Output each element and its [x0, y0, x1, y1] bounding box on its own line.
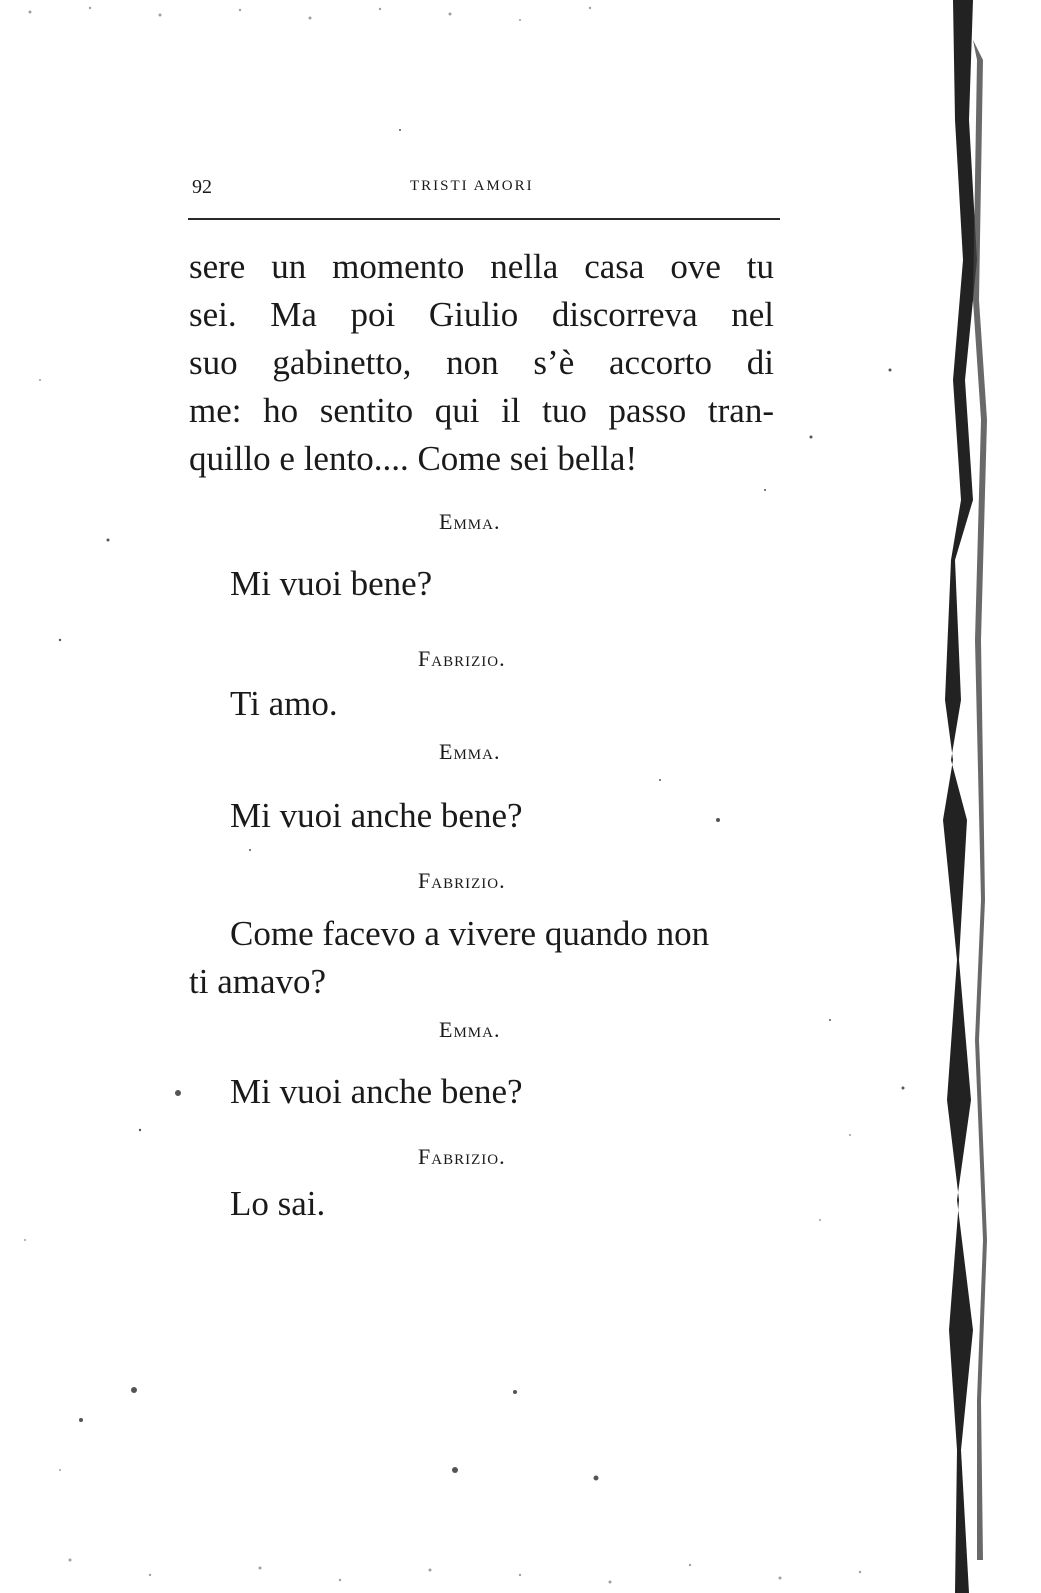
paragraph-line: suo gabinetto, non s’è accorto di [189, 343, 774, 382]
speaker-name: Emma. [439, 739, 501, 764]
paragraph-line: sere un momento nella casa ove tu [189, 247, 774, 286]
speaker-name: Fabrizio. [418, 646, 506, 671]
dialogue-line: Lo sai. [230, 1184, 326, 1223]
binding-edge [943, 0, 989, 1593]
dialogue-line: Come facevo a vivere quando non [230, 914, 710, 953]
dialogue-line: Ti amo. [230, 684, 338, 723]
paragraph-line: sei. Ma poi Giulio discorreva nel [189, 295, 774, 334]
paragraph-line: me: ho sentito qui il tuo passo tran- [189, 391, 774, 430]
speaker-name: Emma. [439, 509, 501, 534]
speaker-name: Emma. [439, 1017, 501, 1042]
speaker-name: Fabrizio. [418, 868, 506, 893]
dialogue-line: Mi vuoi anche bene? [230, 1072, 523, 1111]
dialogue-line: Mi vuoi bene? [230, 564, 433, 603]
speaker-name: Fabrizio. [418, 1144, 506, 1169]
running-title: TRISTI AMORI [410, 178, 534, 194]
paragraph-line: quillo e lento.... Come sei bella! [189, 439, 638, 478]
dialogue-line: ti amavo? [189, 962, 327, 1001]
running-head [192, 176, 782, 200]
header-rule [188, 218, 780, 220]
page-number: 92 [192, 176, 212, 198]
dialogue-line: Mi vuoi anche bene? [230, 796, 523, 835]
